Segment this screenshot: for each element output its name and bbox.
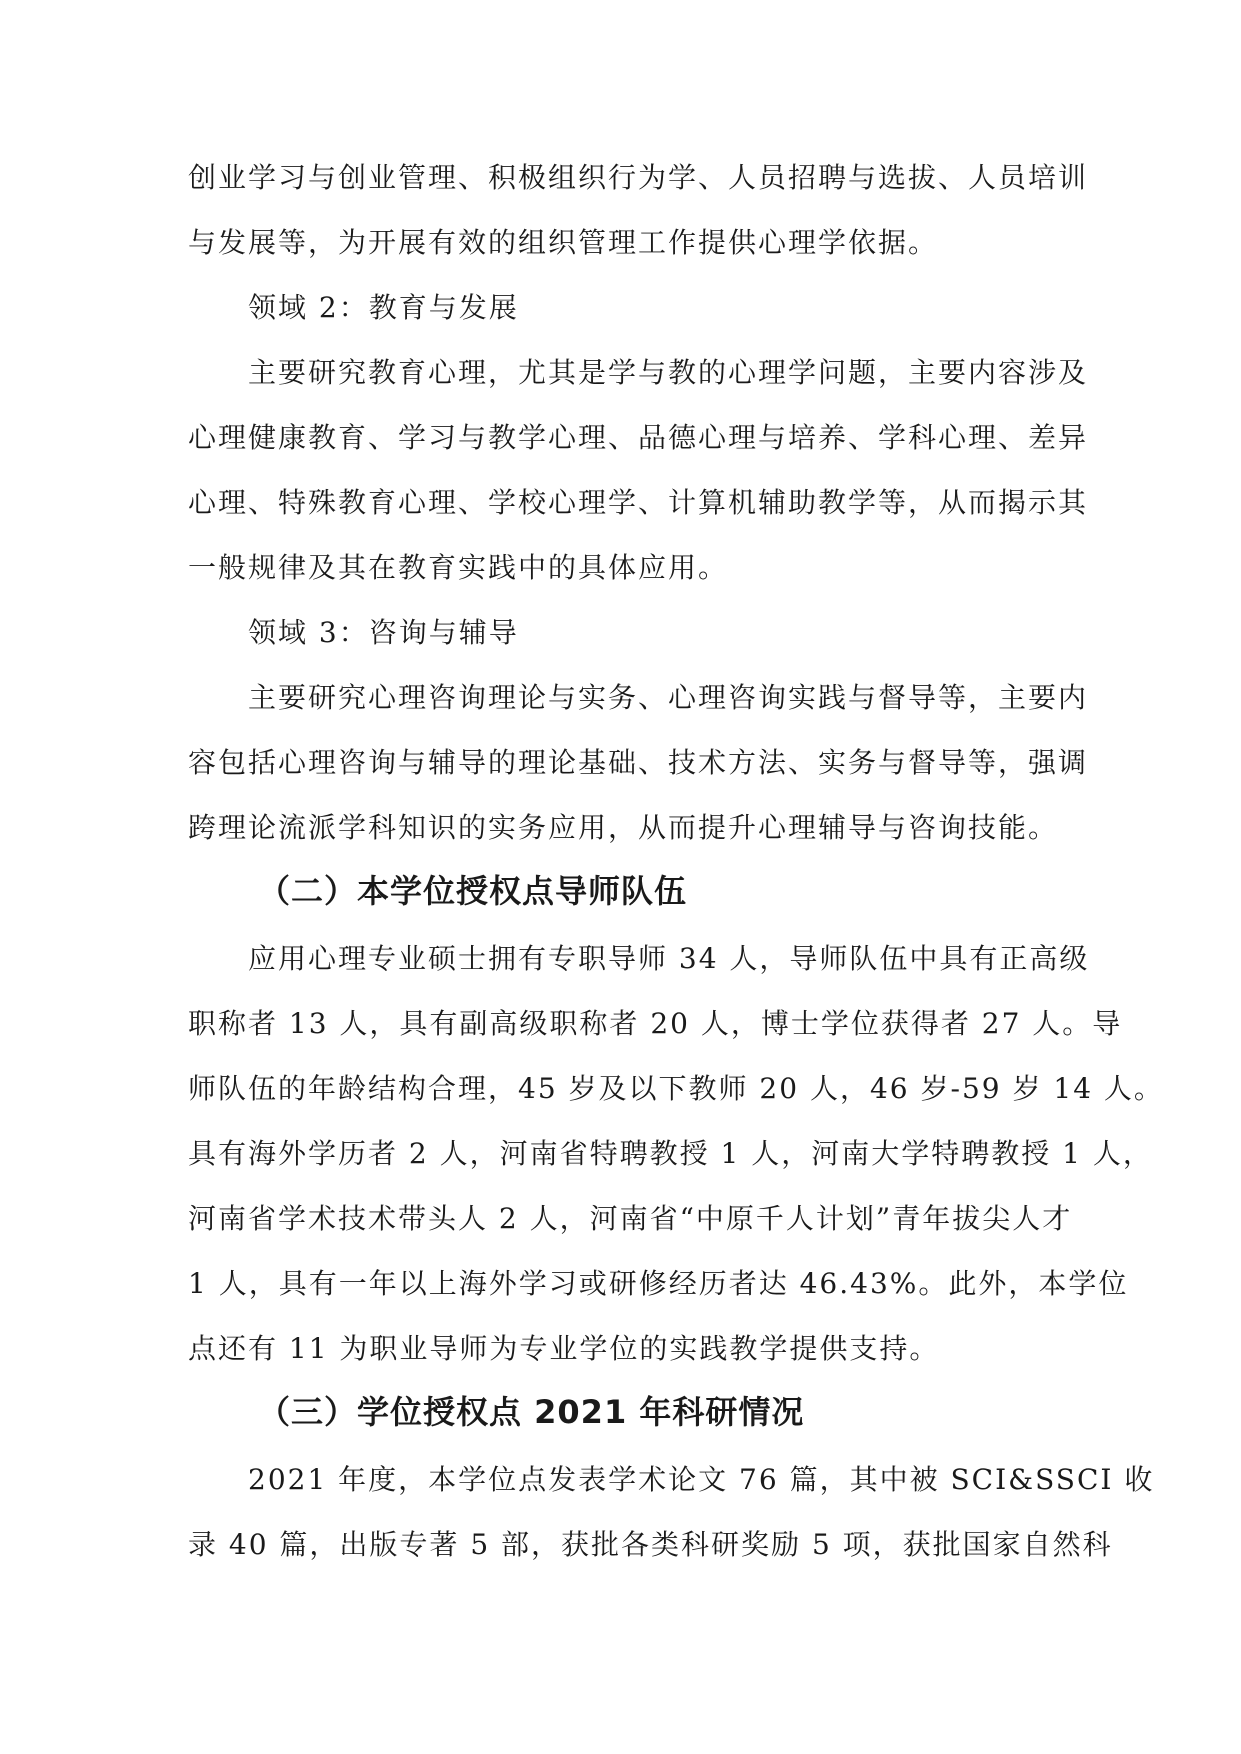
section-label: 领域 3：咨询与辅导 [248,616,519,649]
text-line: 具有海外学历者 2 人，河南省特聘教授 1 人，河南大学特聘教授 1 人， [188,1137,1153,1170]
text-line: 职称者 13 人，具有副高级职称者 20 人，博士学位获得者 27 人。导 [188,1007,1123,1040]
section-heading: （三）学位授权点 2021 年科研情况 [258,1393,805,1431]
section-heading: （二）本学位授权点导师队伍 [258,872,688,910]
text-line: 师队伍的年龄结构合理，45 岁及以下教师 20 人，46 岁-59 岁 14 人。 [188,1072,1164,1105]
text-line: 容包括心理咨询与辅导的理论基础、技术方法、实务与督导等，强调 [188,746,1089,779]
text-line: 河南省学术技术带头人 2 人，河南省“中原千人计划”青年拔尖人才 [188,1202,1073,1235]
text-line: 2021 年度，本学位点发表学术论文 76 篇，其中被 SCI&SSCI 收 [248,1463,1155,1496]
text-line: 一般规律及其在教育实践中的具体应用。 [188,551,729,584]
text-line: 主要研究教育心理，尤其是学与教的心理学问题，主要内容涉及 [248,356,1089,389]
text-line: 应用心理专业硕士拥有专职导师 34 人，导师队伍中具有正高级 [248,942,1090,975]
text-line: 心理、特殊教育心理、学校心理学、计算机辅助教学等，从而揭示其 [188,486,1089,519]
text-line: 主要研究心理咨询理论与实务、心理咨询实践与督导等，主要内 [248,681,1089,714]
text-line: 点还有 11 为职业导师为专业学位的实践教学提供支持。 [188,1332,940,1365]
text-line: 1 人，具有一年以上海外学习或研修经历者达 46.43%。此外，本学位 [188,1267,1129,1300]
text-line: 与发展等，为开展有效的组织管理工作提供心理学依据。 [188,226,939,259]
text-line: 创业学习与创业管理、积极组织行为学、人员招聘与选拔、人员培训 [188,161,1089,194]
text-line: 心理健康教育、学习与教学心理、品德心理与培养、学科心理、差异 [188,421,1089,454]
text-line: 跨理论流派学科知识的实务应用，从而提升心理辅导与咨询技能。 [188,811,1059,844]
section-label: 领域 2：教育与发展 [248,291,519,324]
text-line: 录 40 篇，出版专著 5 部，获批各类科研奖励 5 项，获批国家自然科 [188,1528,1113,1561]
